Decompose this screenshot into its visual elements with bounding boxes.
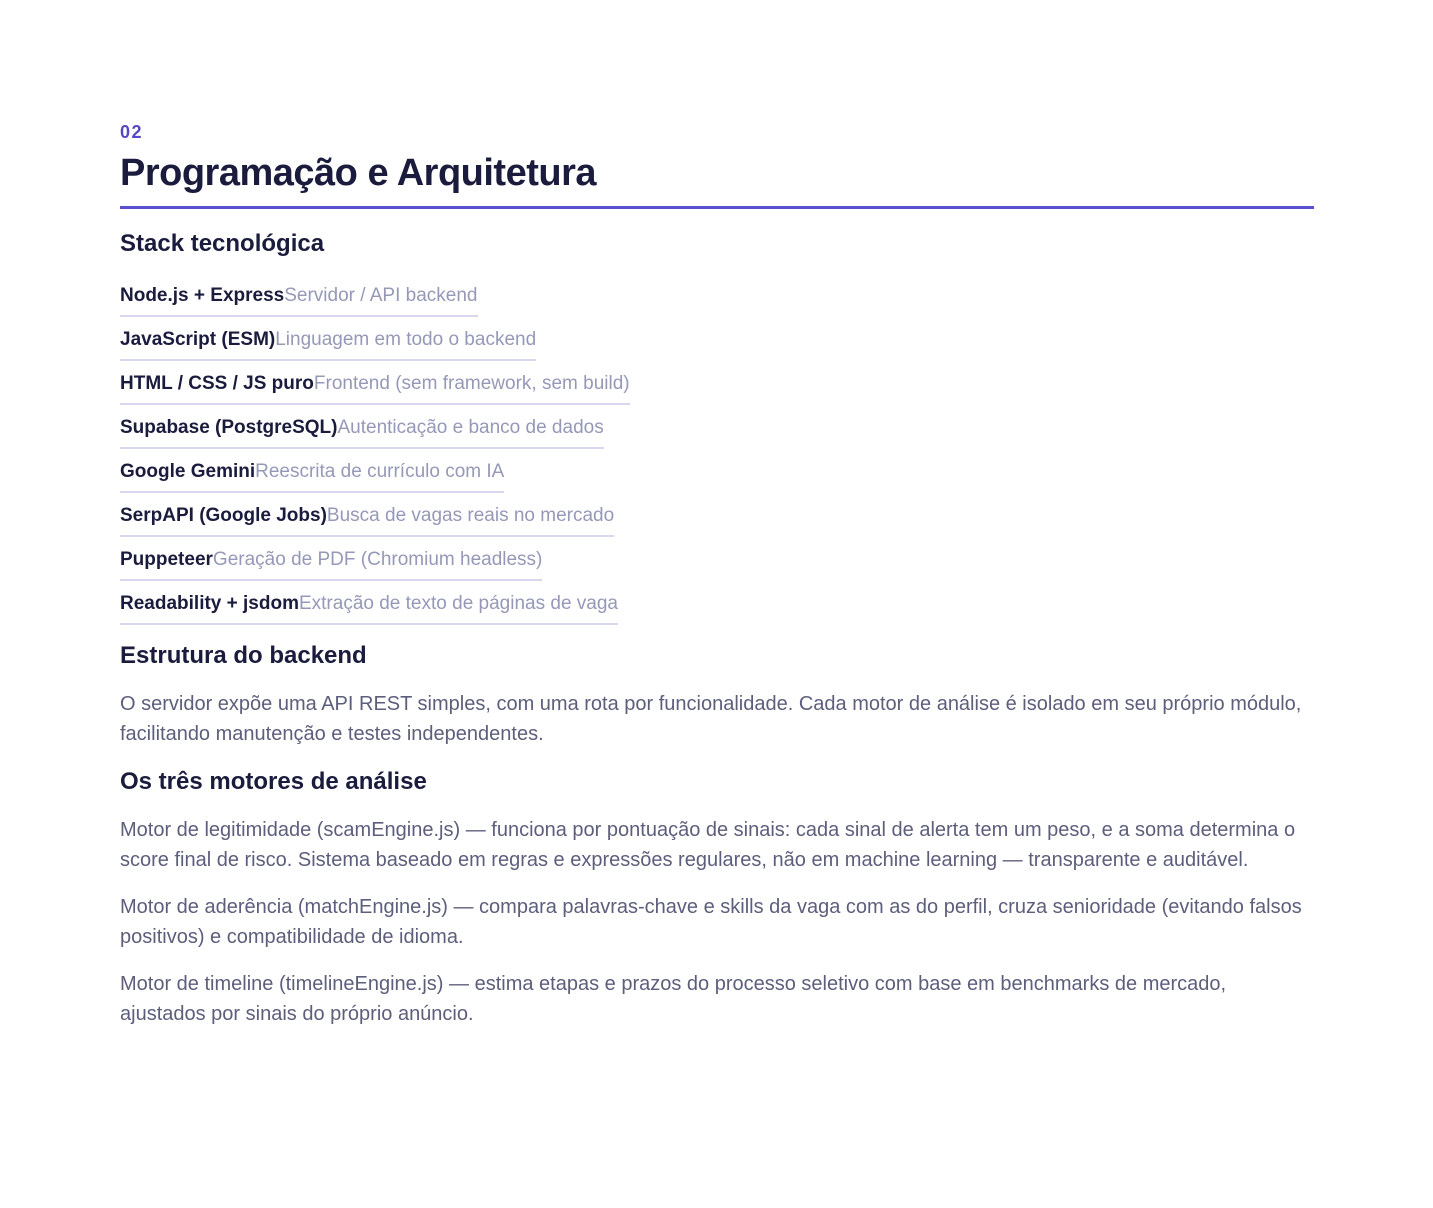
stack-item	[120, 547, 542, 581]
stack-item	[120, 591, 618, 625]
stack-item	[120, 503, 614, 537]
stack-item-description: Autenticação e banco de dados	[337, 417, 604, 438]
stack-item	[120, 459, 504, 493]
stack-item-name: Node.js + Express	[120, 285, 285, 306]
stack-item	[120, 371, 630, 405]
stack-item-name: HTML / CSS / JS puro	[120, 373, 314, 394]
stack-item-name: JavaScript (ESM)	[120, 329, 276, 350]
backend-paragraph: O servidor expõe uma API REST simples, com uma rota por funcionalidade. Cada motor de análise é isolado em seu próprio módulo, facilitando manutenção e testes independentes.	[120, 693, 1302, 745]
stack-item-name: Puppeteer	[120, 549, 213, 570]
section-title: Programação e Arquitetura	[120, 152, 597, 194]
motors-heading: Os três motores de análise	[120, 768, 427, 795]
backend-heading: Estrutura do backend	[120, 642, 367, 669]
motor-timeline-paragraph: Motor de timeline (timelineEngine.js) — estima etapas e prazos do processo seletivo com base em benchmarks de mercado, ajustados por sinais do próprio anúncio.	[120, 973, 1227, 1025]
stack-item	[120, 415, 604, 449]
stack-item-name: Supabase (PostgreSQL)	[120, 417, 338, 438]
stack-item-description: Frontend (sem framework, sem build)	[313, 373, 630, 394]
section-number: 02	[120, 122, 144, 142]
title-divider	[120, 206, 1314, 209]
motor-match-paragraph: Motor de aderência (matchEngine.js) — compara palavras-chave e skills da vaga com as do perfil, cruza senioridade (evitando falsos positivos) e compatibilidade de idioma.	[120, 896, 1302, 948]
stack-item	[120, 327, 536, 361]
stack-item-description: Extração de texto de páginas de vaga	[298, 593, 618, 614]
stack-item-description: Geração de PDF (Chromium headless)	[212, 549, 543, 570]
stack-item-description: Busca de vagas reais no mercado	[326, 505, 615, 526]
stack-item-description: Servidor / API backend	[284, 285, 478, 306]
stack-item-name: Google Gemini	[120, 461, 256, 482]
stack-item-description: Linguagem em todo o backend	[275, 329, 537, 350]
stack-item-name: SerpAPI (Google Jobs)	[120, 505, 327, 526]
stack-item-description: Reescrita de currículo com IA	[255, 461, 505, 482]
stack-item	[120, 283, 478, 317]
stack-item-name: Readability + jsdom	[120, 593, 299, 614]
stack-list	[120, 283, 1313, 625]
stack-heading: Stack tecnológica	[120, 230, 325, 257]
motor-legitimacy-paragraph: Motor de legitimidade (scamEngine.js) — funciona por pontuação de sinais: cada sinal de alerta tem um peso, e a soma determina o score final de risco. Sistema baseado em regras e expressões regulares, não em machine learning — transparente e auditável.	[120, 819, 1296, 871]
